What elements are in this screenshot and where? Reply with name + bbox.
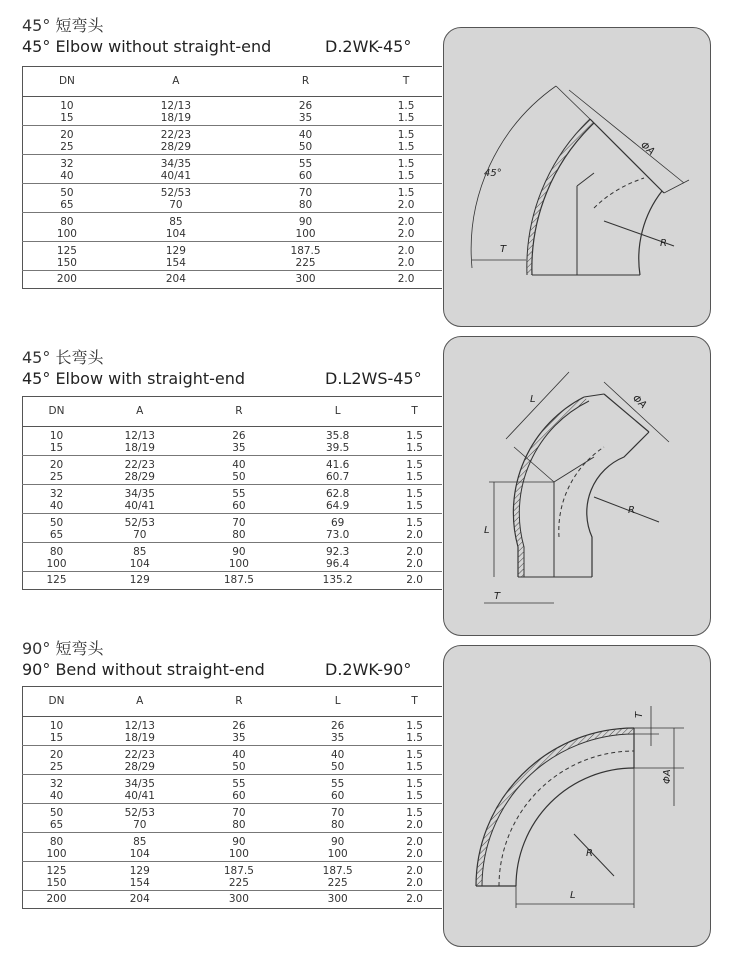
column-header: R: [189, 687, 288, 717]
table-cell: 18/19: [90, 442, 189, 456]
table-cell: 125: [23, 572, 91, 590]
table-cell: 2.0: [370, 228, 442, 242]
table-cell: 35.8: [325, 429, 350, 442]
table-cell: 50: [189, 471, 288, 485]
table-cell: 85: [169, 215, 183, 228]
table-row: [23, 732, 443, 746]
length-left-label: L: [484, 525, 490, 536]
table-cell: 1.5: [387, 761, 442, 775]
table-cell: 18/19: [111, 112, 241, 126]
table-cell: 25: [23, 471, 91, 485]
table-cell: 60.7: [288, 471, 387, 485]
length-label: L: [530, 394, 536, 405]
table-cell: 40: [23, 500, 91, 514]
table-cell: 1.5: [370, 141, 442, 155]
table-cell: 2.0: [387, 819, 442, 833]
table-cell: 80: [189, 529, 288, 543]
table-cell: 187.5: [290, 244, 321, 257]
section-1-table: [22, 66, 442, 289]
table-row: [23, 485, 443, 501]
table-cell: 40: [298, 128, 313, 141]
table-row: [23, 471, 443, 485]
table-cell: 50: [23, 184, 111, 200]
table-cell: 50: [241, 141, 370, 155]
table-cell: 300: [241, 271, 370, 289]
table-cell: 90: [298, 215, 313, 228]
table-cell: 25: [23, 141, 111, 155]
table-row: [23, 199, 443, 213]
table-cell: 15: [23, 112, 111, 126]
table-cell: 2.0: [397, 244, 415, 257]
table-row: [23, 790, 443, 804]
table-cell: 100: [189, 558, 288, 572]
length-label: L: [570, 890, 576, 901]
table-cell: 154: [90, 877, 189, 891]
table-cell: 80: [23, 833, 91, 849]
radius-label: R: [628, 505, 635, 516]
table-cell: 70: [232, 516, 246, 529]
table-cell: 100: [23, 228, 111, 242]
table-cell: 20: [23, 746, 91, 762]
table-cell: 2.0: [370, 257, 442, 271]
table-cell: 80: [23, 543, 91, 559]
table-cell: 20: [23, 126, 111, 142]
column-header: A: [111, 67, 241, 97]
table-row: [23, 877, 443, 891]
table-cell: 28/29: [111, 141, 241, 155]
table-cell: 52/53: [124, 516, 155, 529]
table-cell: 100: [241, 228, 370, 242]
table-row: [23, 126, 443, 142]
table-cell: 187.5: [223, 864, 254, 877]
table-cell: 1.5: [397, 186, 415, 199]
table-cell: 55: [232, 487, 246, 500]
table-cell: 100: [23, 848, 91, 862]
column-header: DN: [23, 67, 111, 97]
table-cell: 2.0: [387, 558, 442, 572]
table-cell: 39.5: [288, 442, 387, 456]
table-row: [23, 155, 443, 171]
table-cell: 34/35: [124, 777, 155, 790]
table-cell: 104: [111, 228, 241, 242]
column-header: A: [90, 397, 189, 427]
table-row: [23, 775, 443, 791]
table-row: [23, 456, 443, 472]
table-cell: 15: [23, 732, 91, 746]
table-cell: 135.2: [288, 572, 387, 590]
table-cell: 55: [232, 777, 246, 790]
table-cell: 55: [298, 157, 313, 170]
table-cell: 52/53: [160, 186, 192, 199]
table-cell: 70: [298, 186, 313, 199]
table-cell: 1.5: [406, 487, 423, 500]
table-cell: 10: [23, 97, 111, 113]
table-cell: 35: [241, 112, 370, 126]
table-cell: 129: [165, 244, 186, 257]
table-row: [23, 529, 443, 543]
table-cell: 300: [189, 891, 288, 909]
table-cell: 40: [232, 458, 246, 471]
diagram-45-elbow: [444, 28, 710, 326]
table-cell: 40/41: [90, 790, 189, 804]
table-cell: 200: [23, 891, 91, 909]
table-row: [23, 804, 443, 820]
table-cell: 90: [232, 545, 246, 558]
table-cell: 1.5: [397, 99, 415, 112]
section-3-code: D.2WK-90°: [325, 660, 412, 679]
table-cell: 32: [23, 485, 91, 501]
table-cell: 34/35: [160, 157, 192, 170]
table-cell: 28/29: [90, 471, 189, 485]
table-row: [23, 543, 443, 559]
table-row: [23, 500, 443, 514]
table-cell: 2.0: [406, 545, 423, 558]
table-cell: 60: [189, 790, 288, 804]
table-cell: 1.5: [370, 170, 442, 184]
angle-label: 45°: [484, 168, 502, 179]
thickness-label: T: [500, 244, 507, 255]
table-row: [23, 213, 443, 229]
table-cell: 80: [241, 199, 370, 213]
column-header: L: [288, 397, 387, 427]
table-cell: 187.5: [322, 864, 353, 877]
column-header: A: [90, 687, 189, 717]
table-cell: 73.0: [288, 529, 387, 543]
table-cell: 60: [241, 170, 370, 184]
table-cell: 26: [298, 99, 313, 112]
diameter-label: ΦA: [629, 393, 649, 412]
table-cell: 70: [111, 199, 241, 213]
table-cell: 26: [232, 719, 246, 732]
table-cell: 25: [23, 761, 91, 775]
table-row: [23, 427, 443, 443]
section-3-cn-title: 90° 短弯头: [22, 639, 104, 658]
column-header: L: [288, 687, 387, 717]
table-cell: 225: [288, 877, 387, 891]
diagram-panel-45-elbow: [443, 27, 711, 327]
diagram-45-elbow-straight: [444, 337, 710, 635]
table-cell: 1.5: [387, 732, 442, 746]
table-cell: 225: [241, 257, 370, 271]
table-cell: 1.5: [406, 719, 423, 732]
section-1-cn-title: 45° 短弯头: [22, 16, 104, 35]
column-header: DN: [23, 687, 91, 717]
table-cell: 1.5: [387, 471, 442, 485]
table-cell: 154: [111, 257, 241, 271]
table-cell: 65: [23, 529, 91, 543]
table-row: [23, 862, 443, 878]
table-row: [23, 848, 443, 862]
table-cell: 35: [288, 732, 387, 746]
table-cell: 26: [330, 719, 345, 732]
radius-label: R: [586, 848, 593, 859]
table-cell: 40/41: [111, 170, 241, 184]
table-row: [23, 228, 443, 242]
table-cell: 28/29: [90, 761, 189, 775]
table-cell: 2.0: [387, 529, 442, 543]
table-cell: 1.5: [406, 516, 423, 529]
table-cell: 15: [23, 442, 91, 456]
table-row: [23, 572, 443, 590]
table-cell: 18/19: [90, 732, 189, 746]
table-cell: 1.5: [406, 748, 423, 761]
table-cell: 22/23: [160, 128, 192, 141]
table-row: [23, 833, 443, 849]
table-cell: 92.3: [325, 545, 350, 558]
table-cell: 125: [23, 862, 91, 878]
diameter-label: ΦA: [638, 139, 657, 158]
column-header: T: [370, 67, 442, 97]
table-cell: 40: [330, 748, 345, 761]
table-cell: 129: [90, 572, 189, 590]
diagram-panel-45-elbow-straight: [443, 336, 711, 636]
table-cell: 1.5: [387, 790, 442, 804]
table-cell: 41.6: [325, 458, 350, 471]
table-cell: 50: [189, 761, 288, 775]
table-row: [23, 761, 443, 775]
table-row: [23, 819, 443, 833]
table-cell: 2.0: [370, 271, 442, 289]
table-cell: 80: [23, 213, 111, 229]
section-3-table: [22, 686, 442, 909]
table-cell: 40: [23, 170, 111, 184]
table-cell: 1.5: [406, 429, 423, 442]
table-cell: 204: [111, 271, 241, 289]
table-cell: 187.5: [189, 572, 288, 590]
table-cell: 70: [90, 819, 189, 833]
diagram-panel-90-bend: [443, 645, 711, 947]
table-cell: 1.5: [397, 157, 415, 170]
table-cell: 65: [23, 819, 91, 833]
table-cell: 100: [288, 848, 387, 862]
table-cell: 20: [23, 456, 91, 472]
table-cell: 64.9: [288, 500, 387, 514]
table-cell: 125: [23, 242, 111, 258]
table-cell: 85: [133, 835, 147, 848]
table-cell: 2.0: [406, 864, 423, 877]
section-2-code: D.L2WS-45°: [325, 369, 422, 388]
table-cell: 32: [23, 775, 91, 791]
table-cell: 50: [23, 514, 91, 530]
table-row: [23, 184, 443, 200]
column-header: R: [189, 397, 288, 427]
table-row: [23, 242, 443, 258]
section-1-title: 45° Elbow without straight-end: [22, 37, 272, 56]
table-cell: 2.0: [406, 835, 423, 848]
table-cell: 60: [288, 790, 387, 804]
table-cell: 65: [23, 199, 111, 213]
table-cell: 1.5: [370, 112, 442, 126]
table-cell: 26: [232, 429, 246, 442]
table-cell: 10: [23, 717, 91, 733]
diameter-label: ΦA: [662, 769, 673, 784]
table-cell: 69: [330, 516, 345, 529]
table-cell: 12/13: [124, 429, 155, 442]
radius-label: R: [660, 238, 667, 249]
column-header: T: [387, 687, 442, 717]
table-row: [23, 257, 443, 271]
table-cell: 62.8: [325, 487, 350, 500]
table-cell: 12/13: [160, 99, 192, 112]
table-cell: 12/13: [124, 719, 155, 732]
table-cell: 50: [288, 761, 387, 775]
table-cell: 1.5: [397, 128, 415, 141]
section-3-title: 90° Bend without straight-end: [22, 660, 265, 679]
table-row: [23, 170, 443, 184]
table-cell: 70: [90, 529, 189, 543]
thickness-label: T: [634, 711, 645, 718]
table-cell: 70: [330, 806, 345, 819]
table-cell: 104: [90, 848, 189, 862]
table-cell: 85: [133, 545, 147, 558]
table-row: [23, 112, 443, 126]
table-cell: 80: [288, 819, 387, 833]
column-header: DN: [23, 397, 91, 427]
table-cell: 100: [23, 558, 91, 572]
table-cell: 70: [232, 806, 246, 819]
table-cell: 10: [23, 427, 91, 443]
section-1-code: D.2WK-45°: [325, 37, 412, 56]
table-cell: 1.5: [406, 458, 423, 471]
thickness-label: T: [494, 591, 501, 602]
table-cell: 60: [189, 500, 288, 514]
table-cell: 150: [23, 257, 111, 271]
table-cell: 104: [90, 558, 189, 572]
table-cell: 80: [189, 819, 288, 833]
table-cell: 40: [23, 790, 91, 804]
table-cell: 2.0: [397, 215, 415, 228]
table-cell: 1.5: [406, 806, 423, 819]
table-cell: 90: [232, 835, 246, 848]
table-cell: 90: [330, 835, 345, 848]
table-cell: 2.0: [370, 199, 442, 213]
table-cell: 100: [189, 848, 288, 862]
table-row: [23, 271, 443, 289]
section-2-cn-title: 45° 长弯头: [22, 348, 104, 367]
table-cell: 32: [23, 155, 111, 171]
table-row: [23, 717, 443, 733]
table-cell: 225: [189, 877, 288, 891]
table-cell: 50: [23, 804, 91, 820]
section-2-title: 45° Elbow with straight-end: [22, 369, 246, 388]
column-header: T: [387, 397, 442, 427]
table-cell: 22/23: [124, 458, 155, 471]
table-row: [23, 141, 443, 155]
table-row: [23, 746, 443, 762]
table-cell: 22/23: [124, 748, 155, 761]
table-cell: 129: [129, 864, 150, 877]
table-cell: 40/41: [90, 500, 189, 514]
table-cell: 96.4: [288, 558, 387, 572]
table-cell: 1.5: [406, 777, 423, 790]
table-cell: 35: [189, 442, 288, 456]
table-cell: 2.0: [387, 572, 442, 590]
table-cell: 40: [232, 748, 246, 761]
column-header: R: [241, 67, 370, 97]
table-cell: 35: [189, 732, 288, 746]
table-row: [23, 891, 443, 909]
table-cell: 2.0: [387, 848, 442, 862]
table-cell: 2.0: [387, 891, 442, 909]
table-row: [23, 442, 443, 456]
table-cell: 1.5: [387, 500, 442, 514]
section-2-table: [22, 396, 442, 590]
diagram-90-bend: [444, 646, 710, 946]
table-cell: 200: [23, 271, 111, 289]
table-cell: 204: [90, 891, 189, 909]
table-cell: 34/35: [124, 487, 155, 500]
table-cell: 300: [288, 891, 387, 909]
table-row: [23, 558, 443, 572]
table-row: [23, 514, 443, 530]
table-cell: 1.5: [387, 442, 442, 456]
table-row: [23, 97, 443, 113]
table-cell: 150: [23, 877, 91, 891]
table-cell: 52/53: [124, 806, 155, 819]
table-cell: 55: [330, 777, 345, 790]
table-cell: 2.0: [387, 877, 442, 891]
